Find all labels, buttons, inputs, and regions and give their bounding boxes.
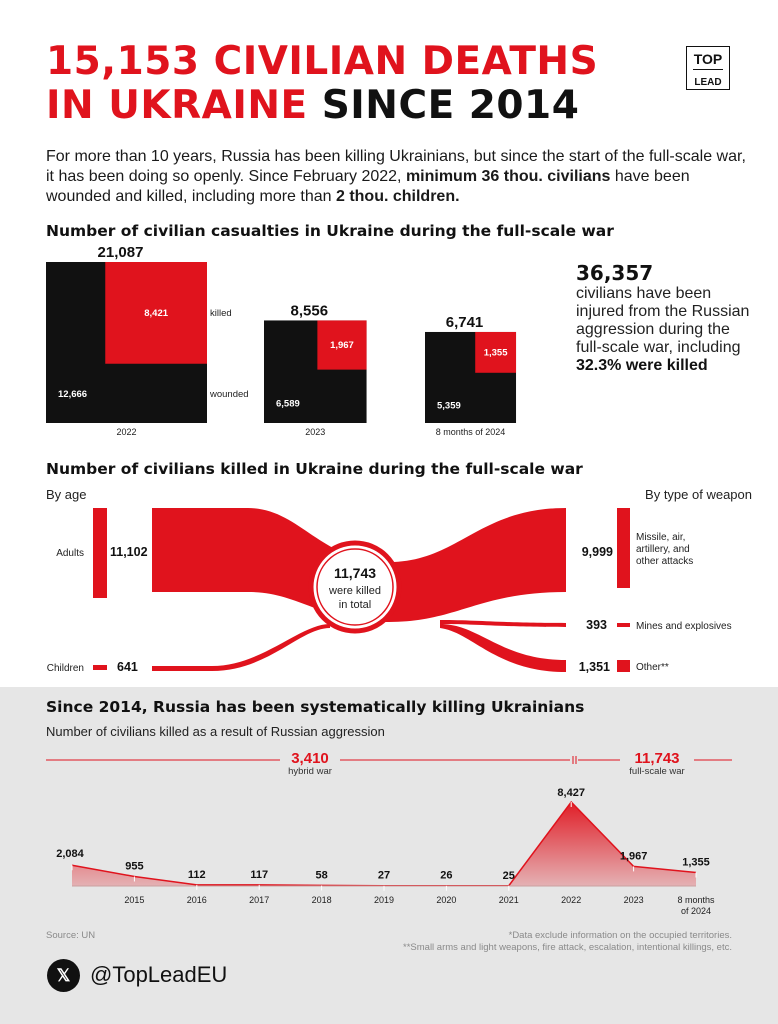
x-tick-label-9: 2023 (623, 895, 644, 905)
adults-bar (93, 508, 107, 598)
mines-value: 393 (586, 618, 607, 632)
timeline-area-chart (0, 780, 778, 925)
casualties-summary (576, 261, 756, 375)
killed-value-0: 8,421 (144, 307, 169, 319)
adults-label: Adults (56, 548, 84, 559)
value-label-5: 27 (377, 869, 391, 882)
missile-label-2: artillery, and (636, 544, 690, 555)
missile-label-1: Missile, air, (636, 532, 686, 543)
logo-top-text: TOP (693, 51, 723, 67)
wounded-value-1: 6,589 (276, 398, 300, 410)
total-killed-value: 11,743 (333, 565, 377, 581)
section-casualties-heading: Number of civilian casualties in Ukraine during the full-scale war (46, 222, 614, 240)
category-label-2: 8 months of 2024 (435, 427, 506, 437)
intro-bold-1: minimum 36 thou. civilians (405, 168, 611, 185)
x-tick-label-10-a: 8 months (677, 895, 715, 905)
intro-text-2: have been wounded and killed, including more than (46, 168, 690, 205)
intro-bold-2: 2 thou. children. (335, 188, 460, 205)
x-tick-label-8: 2022 (561, 895, 582, 905)
intro-text-1: For more than 10 years, Russia has been killing Ukrainians, but since the start of the full-scale war, it has been doing so openly. Since February 2022, (46, 148, 746, 185)
x-tick-label-10-b: of 2024 (680, 906, 712, 916)
title-red-part: IN UKRAINE (46, 83, 308, 128)
period-brackets (0, 744, 778, 784)
other-value: 1,351 (578, 660, 610, 674)
timeline-subheading: Number of civilians killed as a result of Russian aggression (46, 724, 385, 739)
toplead-logo (686, 46, 730, 90)
x-tick-label-3: 2017 (249, 895, 270, 905)
x-tick-label-5: 2019 (373, 895, 395, 905)
value-label-9: 1,967 (619, 850, 648, 863)
value-label-7: 25 (502, 869, 515, 882)
x-tick-label-6: 2020 (436, 895, 457, 905)
footnotes (403, 930, 732, 954)
fullscale-war-value: 11,743 (634, 750, 680, 767)
missile-value: 9,999 (581, 545, 613, 559)
section-timeline-heading: Since 2014, Russia has been systematically killing Ukrainians (46, 698, 585, 716)
fullscale-war-label: full-scale war (629, 766, 685, 777)
summary-text: civilians have been injured from the Russian aggression during the full-scale war, including (576, 285, 750, 356)
mines-label: Mines and explosives (636, 621, 732, 632)
killed-legend-label: killed (210, 307, 232, 319)
value-label-4: 58 (315, 869, 328, 882)
adults-value: 11,102 (110, 545, 148, 559)
value-label-10: 1,355 (682, 856, 710, 869)
by-age-label: By age (46, 487, 87, 502)
casualties-squares-chart (0, 240, 560, 445)
category-label-1: 2023 (305, 427, 326, 437)
wounded-value-2: 5,359 (437, 400, 461, 412)
other-bar (617, 660, 630, 672)
page-title (46, 40, 598, 128)
total-value-0: 21,087 (97, 244, 144, 261)
hybrid-war-label: hybrid war (288, 766, 332, 777)
by-weapon-label: By type of weapon (645, 487, 752, 502)
hybrid-war-value: 3,410 (291, 750, 329, 767)
value-label-8: 8,427 (557, 787, 585, 799)
total-killed-text-2: in total (338, 599, 372, 611)
title-line-1: 15,153 CIVILIAN DEATHS (46, 39, 599, 84)
killed-flow-diagram (0, 500, 778, 685)
total-killed-text-1: were killed (329, 585, 381, 597)
intro-paragraph (46, 147, 746, 207)
x-tick-label-1: 2015 (124, 895, 145, 905)
total-value-2: 6,741 (445, 313, 484, 331)
children-label: Children (46, 663, 84, 674)
value-label-6: 26 (440, 869, 453, 882)
mines-bar (617, 623, 630, 627)
x-tick-label-7: 2021 (498, 895, 519, 905)
footnote-2: **Small arms and light weapons, fire attack, escalation, intentional killings, etc. (403, 942, 732, 953)
mines-flow (440, 620, 566, 627)
source-note: Source: UN (46, 930, 96, 941)
section-killed-heading: Number of civilians killed in Ukraine during the full-scale war (46, 460, 583, 478)
x-logo-icon[interactable]: 𝕏 (47, 959, 80, 992)
missile-bar (617, 508, 630, 588)
social-handle[interactable]: @TopLeadEU (90, 962, 228, 987)
missile-label-3: other attacks (636, 556, 694, 567)
children-value: 641 (117, 660, 138, 674)
value-label-1: 955 (125, 860, 144, 873)
category-label-0: 2022 (116, 427, 137, 437)
summary-bold: 32.3% were killed (576, 357, 708, 374)
other-label: Other** (636, 662, 669, 673)
value-label-0: 2,084 (56, 848, 84, 861)
other-flow (440, 624, 566, 672)
wounded-legend-label: wounded (210, 389, 249, 401)
children-flow (152, 624, 330, 671)
value-label-3: 117 (250, 868, 269, 881)
value-label-2: 112 (187, 868, 206, 881)
wounded-value-0: 12,666 (58, 389, 88, 401)
summary-total: 36,357 (576, 261, 654, 285)
title-line-2 (46, 84, 598, 128)
logo-divider (693, 69, 723, 70)
killed-value-1: 1,967 (330, 340, 354, 352)
killed-value-2: 1,355 (483, 347, 508, 359)
x-tick-label-2: 2016 (186, 895, 207, 905)
total-value-1: 8,556 (290, 302, 329, 320)
children-bar (93, 665, 107, 670)
x-tick-label-4: 2018 (311, 895, 332, 905)
logo-bottom-text: LEAD (694, 77, 722, 88)
footnote-1: *Data exclude information on the occupied territories. (508, 930, 732, 941)
title-black-part: SINCE 2014 (307, 83, 580, 128)
